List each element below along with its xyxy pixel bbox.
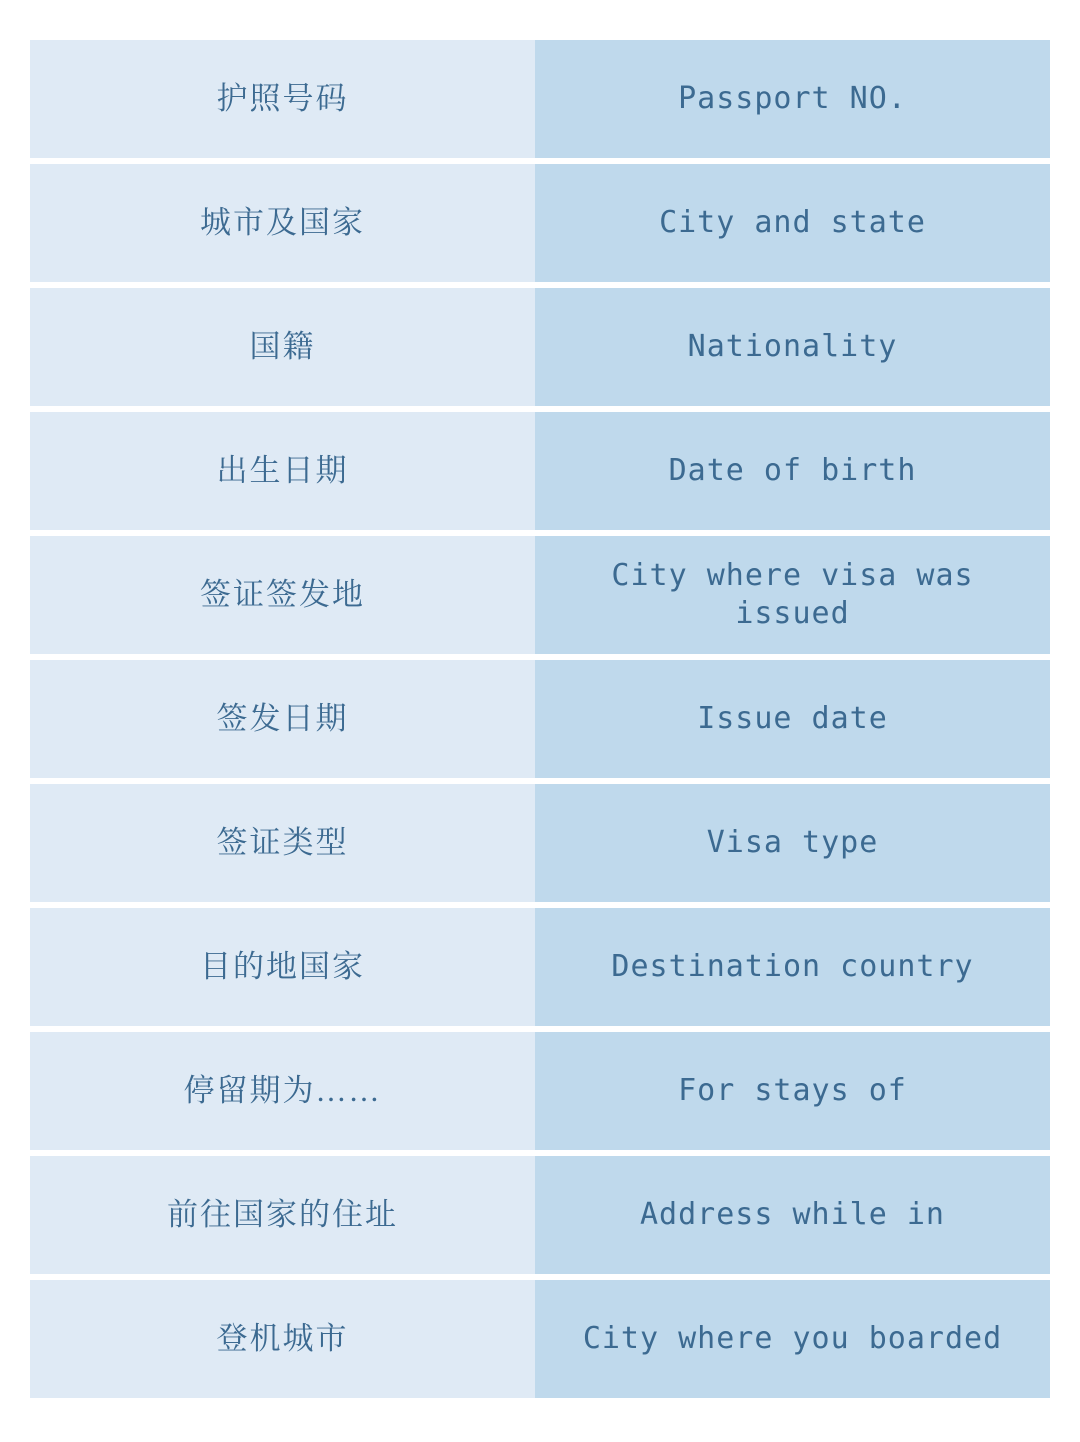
table-row [30, 536, 1050, 654]
table-row [30, 1280, 1050, 1398]
term-english: Destination country [535, 908, 1050, 1026]
term-chinese: 出生日期 [30, 412, 535, 530]
term-english: Passport NO. [535, 40, 1050, 158]
term-chinese: 目的地国家 [30, 908, 535, 1026]
term-chinese: 签发日期 [30, 660, 535, 778]
table-row [30, 1032, 1050, 1150]
term-chinese: 前往国家的住址 [30, 1156, 535, 1274]
table-row [30, 412, 1050, 530]
table-row [30, 164, 1050, 282]
term-chinese: 登机城市 [30, 1280, 535, 1398]
term-english: Address while in [535, 1156, 1050, 1274]
term-chinese: 护照号码 [30, 40, 535, 158]
term-chinese: 城市及国家 [30, 164, 535, 282]
table-row [30, 1156, 1050, 1274]
term-english: Issue date [535, 660, 1050, 778]
term-english: For stays of [535, 1032, 1050, 1150]
term-english: Visa type [535, 784, 1050, 902]
term-english: City where you boarded [535, 1280, 1050, 1398]
term-english: City and state [535, 164, 1050, 282]
table-row [30, 908, 1050, 1026]
term-english: Date of birth [535, 412, 1050, 530]
glossary-table [30, 34, 1050, 1404]
table-row [30, 660, 1050, 778]
table-row [30, 784, 1050, 902]
term-english: City where visa was issued [535, 536, 1050, 654]
term-chinese: 签证类型 [30, 784, 535, 902]
table-row [30, 40, 1050, 158]
term-chinese: 签证签发地 [30, 536, 535, 654]
term-english: Nationality [535, 288, 1050, 406]
glossary-table-body [30, 40, 1050, 1398]
term-chinese: 国籍 [30, 288, 535, 406]
term-chinese: 停留期为…… [30, 1032, 535, 1150]
table-row [30, 288, 1050, 406]
